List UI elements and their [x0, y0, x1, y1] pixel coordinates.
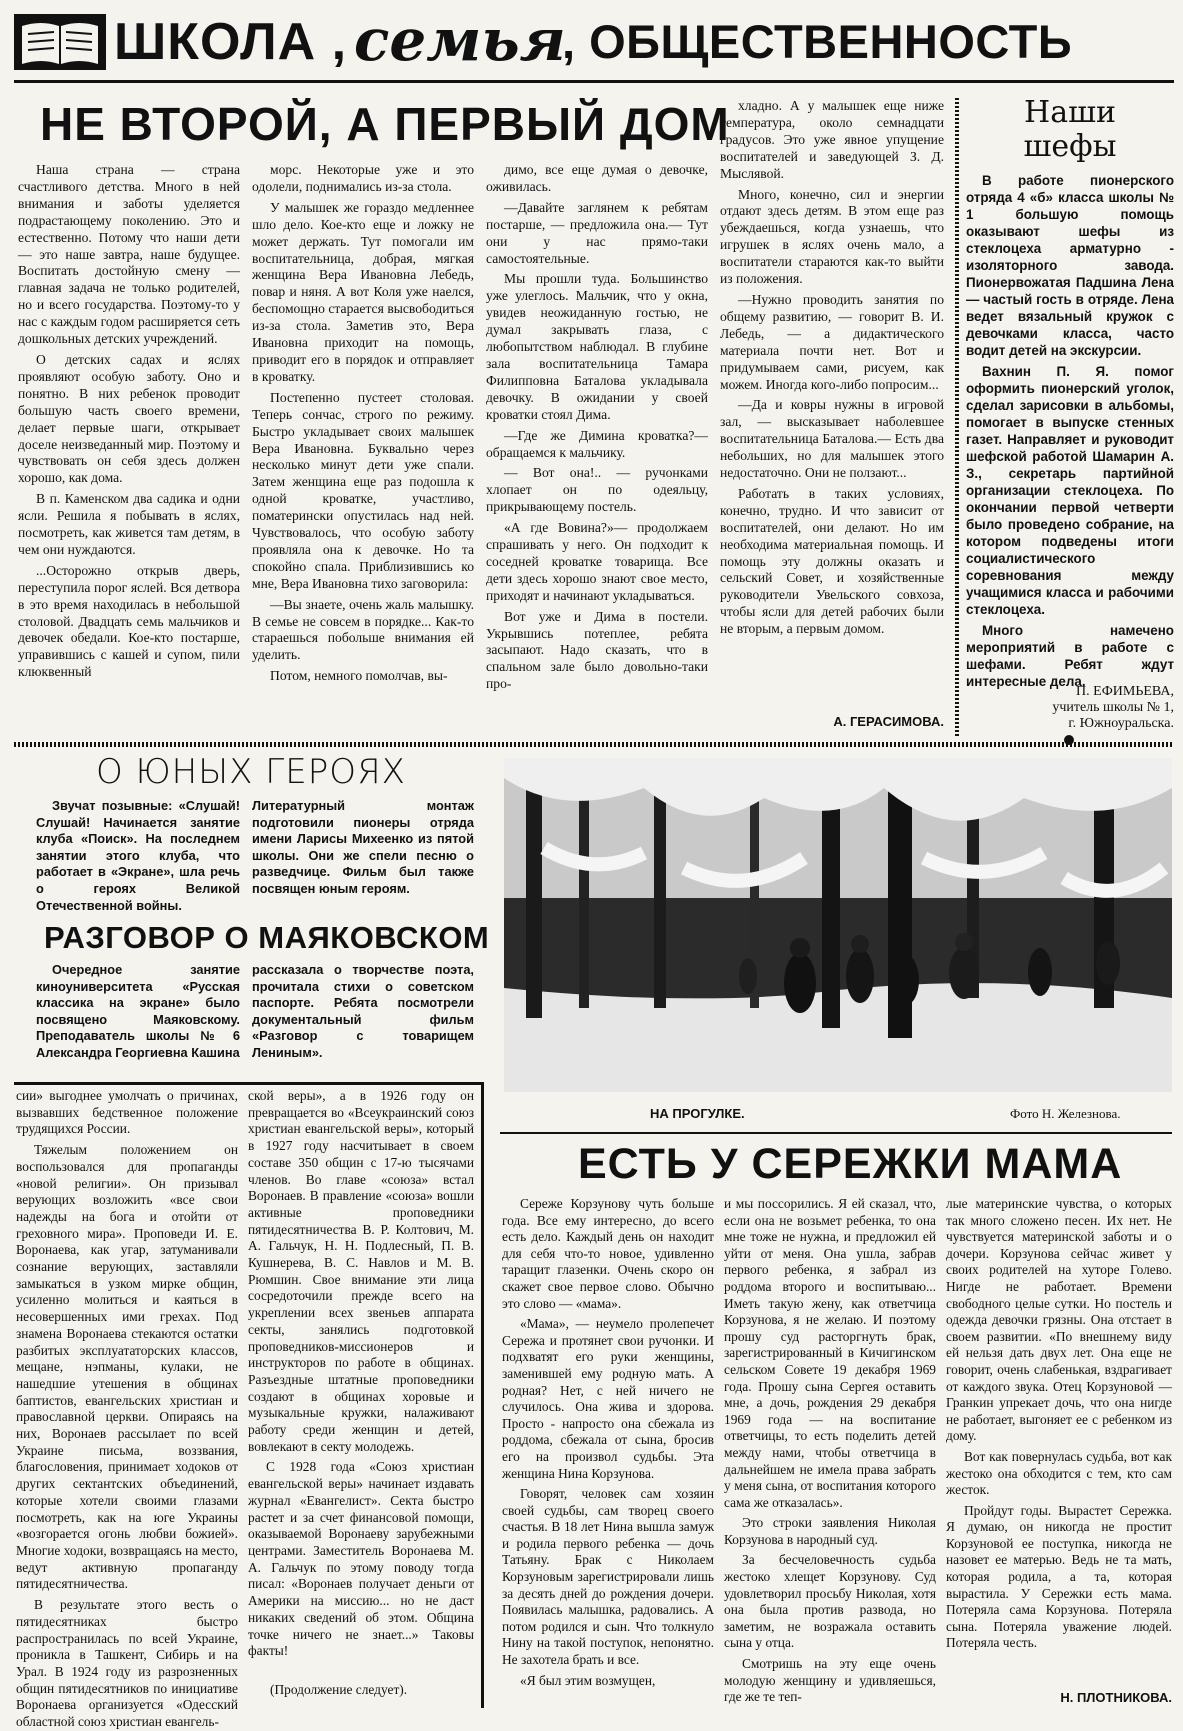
- patrons-signature-role: учитель школы № 1,: [1052, 700, 1174, 715]
- seryozha-col-2: [724, 1196, 936, 1708]
- paragraph: «А где Вовина?»— продолжаем спрашивать у него. Он подходит к соседней кроватке товарища. Все дети здесь хорошо знают свое место, приходят и начинают укладываться.: [486, 520, 708, 603]
- photo-credit: Фото Н. Железнова.: [1010, 1106, 1121, 1121]
- paragraph: В п. Каменском два садика и одни ясли. Решила я побывать в яслях, посмотреть, как живется там детям, в чем они нуждаются.: [18, 491, 240, 557]
- article-title: НЕ ВТОРОЙ, А ПЕРВЫЙ ДОМ: [40, 98, 730, 150]
- paragraph: Тяжелым положением он воспользовался для пропаганды «новой религии». Он призывал верующих возложить «все свои надежды на бога и отойти от греховного мира». Проповеди И. Е. Воронаева, как угар, затуманивали сознание верующих, заставляли замыкаться в узком мирке общин, усиленно молиться и каяться в несовершенных ими грехах. Под знамена Воронаева стекаются остатки разбитых эксплуататорских классов, мещане, нэпманы, кулаки, не нашедшие утешения в общинах баптистов, евангельских христиан и православной церкви. Опираясь на них, Воронаев рассылает по всей Украине письма, воззвания, благословения, принимает ходоков от других сектантских объединений, которые хотели своими глазами посмотреть, как на юге Украины «возгорается огонь любви божией». Многие ходоки, возвращаясь на место, ведут активную пропаганду пятидесятничества.: [16, 1142, 238, 1592]
- paragraph: Вот уже и Дима в постели. Укрывшись потеплее, ребята засыпают. Надо сказать, что в спальном зале было довольно-таки про-: [486, 608, 708, 692]
- patrons-signature-name: П. ЕФИМЬЕВА,: [1076, 684, 1174, 699]
- patrons-text: [966, 172, 1174, 689]
- paragraph: —Вы знаете, очень жаль малышку. В семье не совсем в порядке... Как-то стараешься побольше внимания ей уделить.: [252, 596, 474, 663]
- patrons-title-line-1: Наши: [1024, 95, 1116, 130]
- seryozha-col-3: [946, 1196, 1172, 1686]
- article-col-3: [486, 162, 708, 740]
- paragraph: За бесчеловечность судьба жестоко хлещет Корзунову. Суд удовлетворил просьбу Николая, хотя она была против развода, но заметим, не возражала оставить сына у отца.: [724, 1552, 936, 1651]
- paragraph: «Я был этим возмущен,: [520, 1672, 656, 1688]
- photo-walk: [504, 758, 1172, 1092]
- paragraph: Вахнин П. Я. помог оформить пионерский уголок, сделал зарисовки в альбомы, помогает в выпуске стенных газет. Направляет и руководит шефской работой Шамарин А. З., секретарь партийной организации стеклоцеха. По окончании первой четверти было проведено собрание, на котором подведены итоги социалистического соревнования между учащимися класса и рабочими стеклоцеха.: [966, 364, 1174, 617]
- young-heroes-col-1: [36, 798, 240, 918]
- paragraph: димо, все еще думая о девочке, оживилась.: [486, 162, 708, 194]
- seryozha-signature: Н. ПЛОТНИКОВА.: [1060, 1690, 1172, 1705]
- paragraph: морс. Некоторые уже и это одолели, поднимались из-за стола.: [252, 162, 474, 194]
- paragraph: Сереже Корзунову чуть больше года. Все ему интересно, до всего есть дело. Каждый день он находит для себя что-то новое, удивленно таращит глазенки. Очень скоро он скажет свое первое слово. Обычно это слово — «мама».: [502, 1196, 714, 1311]
- paragraph: —Давайте заглянем к ребятам постарше, — предложила она.— Тут они у нас прямо-таки самостоятельные.: [486, 199, 708, 266]
- young-heroes-title: О ЮНЫХ ГЕРОЯХ: [96, 752, 406, 792]
- paragraph: В результате этого весть о пятидесятниках быстро распространилась по всей Украине, проникла в Ташкент, Сибирь и на Урал. В 1924 году из разрозненных общин пятидесятников по инициативе Воронаева организуется «Одесский областной союз христиан евангель-: [16, 1597, 238, 1730]
- patrons-title-line-2: шефы: [1023, 129, 1117, 164]
- young-heroes-col-2: [252, 798, 474, 902]
- seryozha-title: ЕСТЬ У СЕРЕЖКИ МАМА: [578, 1140, 1123, 1188]
- religion-col-2: [248, 1088, 474, 1676]
- paragraph: Говорят, человек сам хозяин своей судьбы, сам творец своего счастья. В 18 лет Нина вышла замуж и родила первого ребенка — дочь Татьяну. Брак с Николаем Корзуновым зарегистрировали лишь за десять дней до рождения дочери. Появилась малышка, радовались. А потом родился и сын. Что толкнуло Нину на такой поступок, непонятно. Не захотела брать и все.: [502, 1486, 714, 1668]
- patrons-title: [966, 96, 1174, 164]
- masthead-school: ШКОЛА ,: [114, 13, 348, 71]
- paragraph: ской веры», а в 1926 году он превращается во «Всеукраинский союз христиан евангельской веры», который в 1927 году насчитывает в своем составе 350 общин с 17-ю тысячами членов. Во главе «союза» встал Воронаев. В правление «союза» вошли активные проповедники пятидесятничества В. Р. Колтович, М. А. Гальчук, Н. Н. Подлесный, П. В. Кушнерева, В. С. Навлов и М. В. Рюмшин. Свое внимание эти лица сосредоточили прежде всего на укреплении всех звеньев аппарата секты, занялись подготовкой проповедников-миссионеров и инструкторов по работе в общинах. Разъездные штатные проповедники создают в общинах хоровые и музыкальные кружки, налаживают работу среди женщин и детей, вовлекают в секту молодежь.: [248, 1088, 474, 1454]
- mayakovsky-col-2: [252, 962, 474, 1066]
- paragraph: О детских садах и яслях проявляют особую заботу. Оно и понятно. В них ребенок проводит большую часть своего времени, делает первые шаги, открывает доселе неизведанный мир. Поэтому и чувствовать он себя здесь должен хорошо, как дома.: [18, 351, 240, 486]
- paragraph: Литературный монтаж подготовили пионеры отряда имени Ларисы Михеенко из пятой школы. Они же спели песню о разведчице. Фильм был также посвящен юным героям.: [252, 798, 474, 896]
- paragraph: Очередное занятие киноуниверситета «Русская классика на экране» было посвящено Маяковскому. Преподаватель школы № 6 Александра Георгиевна Кашина: [36, 962, 240, 1060]
- paragraph: У малышек же гораздо медленнее шло дело. Кое-кто еще и ложку не может держать. Тут помогали им воспитательница, добрая, мягкая женщина Вера Ивановна Лебедь, повар и няня. А вот Коля уже наелся, беспомощно старается высвободиться из-за стола. Заметив это, Вера Ивановна приходит на помощь, приводит его в порядок и отправляет в кроватку.: [252, 199, 474, 384]
- paragraph: ...Осторожно открыв дверь, переступила порог яслей. Вся детвора в это время находилась в небольшой столовой. Двадцать семь мальчиков и девочек обедали. Кое-кто постарше, управившись с кашей и супом, пили клюквенный: [18, 562, 240, 680]
- article-col-4: [720, 98, 944, 708]
- paragraph: Смотришь на эту еще очень молодую женщину и удивляешься, где же те теп-: [724, 1656, 936, 1705]
- mayakovsky-col-1: [36, 962, 240, 1066]
- paragraph: Много, конечно, сил и энергии отдают здесь детям. В этом еще раз убеждаешься, когда узнаешь, что игрушек в яслях очень мало, а воспитатели стараются как-то выйти из положения.: [720, 186, 944, 287]
- section-rule: [14, 742, 1174, 747]
- paragraph: рассказала о творчестве поэта, прочитала стихи о советском паспорте. Ребята посмотрели документальный фильм «Разговор с товарищем Лениным».: [252, 962, 474, 1060]
- paragraph: Мы прошли туда. Большинство уже улеглось. Мальчик, что у окна, увидев неожиданную гостью, не думал закрывать глаза, с любопытством наблюдал. В глубине зала воспитательница Тамара Филипповна Баталова укладывала девочку. В ожидании у своей кроватки стоял Дима.: [486, 271, 708, 422]
- paragraph: сии» выгоднее умолчать о причинах, вызвавших бедственное положение трудящихся России.: [16, 1088, 238, 1137]
- paragraph: Потом, немного помолчав, вы-: [270, 668, 448, 684]
- masthead-public: , ОБЩЕСТВЕННОСТЬ: [562, 15, 1073, 68]
- paragraph: Звучат позывные: «Слушай! Слушай! Начинается занятие клуба «Поиск». На последнем занятии этого клуба, что работает в «Экране», шла речь о героях Великой Отечественной войны.: [36, 798, 240, 913]
- paragraph: — Вот она!.. — ручонками хлопает он по одеяльцу, прикрывающему постель.: [486, 465, 708, 515]
- seryozha-col-1: [502, 1196, 714, 1708]
- snow-forest-image: [504, 758, 1172, 1092]
- religion-col-1: [16, 1088, 238, 1730]
- paragraph: Много намечено мероприятий в работе с шефами. Ребят ждут интересные дела.: [966, 623, 1174, 689]
- paragraph: С 1928 года «Союз христиан евангельской веры» начинает издавать журнал «Евангелист». Секта быстро растет и за счет финансовой помощи, оказываемой Воронаеву зарубежными центрами. Заместитель Воронаева М. А. Гальчук по этому поводу тогда писал: «Воронаев получает деньги от Америки на миссию... но не даст никаких сведений об этом. Община точке ничего не знает...» Таковы факты!: [248, 1459, 474, 1659]
- paragraph: —Где же Димина кроватка?— обращаемся к мальчику.: [486, 427, 708, 460]
- paragraph: Работать в таких условиях, конечно, трудно. И что зависит от воспитателей, они делают. Но им необходима материальная помощь. И помощь эту должны оказать и сельский Совет, и хозяйственные руководители Увельского совхоза, чтобы ясли для детей рабочих были не вторым, а первым домом.: [720, 485, 944, 637]
- paragraph: Это строки заявления Николая Корзунова в народный суд.: [724, 1515, 936, 1547]
- paragraph: В работе пионерского отряда 4 «б» класса школы № 1 большую помощь оказывают шефы из стеклоцеха арматурно - изоляторного завода. Пионервожатая Падшина Лена — частый гость в отряде. Лена ведет вязальный кружок с девочками класса, часто водит детей на экскурсии.: [966, 173, 1174, 358]
- paragraph: Вот как повернулась судьба, вот как жестоко она обходится с тем, кто сам жесток.: [946, 1448, 1172, 1498]
- paragraph: «Мама», — неумело пролепечет Сережа и протянет свои ручонки. И подхватят его руки женщины, заменившей ему родную мать. А родная? Нет, с ней ничего не случилось. Она жива и здорова. Просто - напросто она сбежала из роддома, сбежала от сына, бросив его на произвол судьбы. Эта женщина Нина Корзунова.: [502, 1316, 714, 1481]
- masthead-family: семья: [354, 6, 566, 74]
- religion-box-top-rule: [14, 1082, 484, 1085]
- column-divider: [955, 98, 959, 738]
- paragraph: хладно. А у малышек еще ниже температура, около семнадцати градусов. Это уже явное упущение воспитателей и заведующей З. Д. Мыслявой.: [720, 98, 944, 181]
- paragraph: лые материнские чувства, о которых так много сложено песен. Их нет. Не чувствуется материнской заботы и о дочери. Корзунова сейчас живет у своих родителей на хуторе Голево. Нигде не работает. Времени свободного целые сутки. Но постель и одежда девочки грязны. Она отстает в своем развитии. «По внешнему виду ей нельзя дать двух лет. Она еще не говорит, очень слабенькая, вздрагивает от каждого звука. Отец Корзуновой — Гранкин упрекает дочь, что она нигде не работает, выгоняет ее с ребенком из дому.: [946, 1196, 1172, 1444]
- paragraph: —Да и ковры нужны в игровой зал, — высказывает наболевшее воспитательница Баталова.— Есть два небольших, но для малышек этого недостаточно. Они не ползают...: [720, 397, 944, 481]
- patrons-signature: [966, 684, 1174, 732]
- seryozha-top-rule: [500, 1132, 1172, 1134]
- book-icon: [14, 14, 106, 70]
- article-signature: А. ГЕРАСИМОВА.: [833, 714, 944, 729]
- photo-caption: НА ПРОГУЛКЕ.: [650, 1106, 745, 1121]
- article-col-1: [18, 162, 240, 740]
- masthead-rule: [14, 80, 1174, 83]
- religion-continued: (Продолжение следует).: [270, 1682, 408, 1697]
- paragraph: —Нужно проводить занятия по общему развитию, — говорит В. И. Лебедь, — а дидактического материала почти нет. Вот и придумываем сами, рисуем, как можем. Иногда кого-либо попросим...: [720, 291, 944, 392]
- paragraph: Постепенно пустеет столовая. Теперь сончас, строго по режиму. Быстро укладывает своих малышек Вера Ивановна. Буквально через несколько минут дети уже спали. Затем женщина еще раз подошла к одной кроватке, участливо, поматерински опустилась над ней. Чувствовалось, что особую заботу проявляла она к девочке. Но та спокойно спала. Приблизившись ко мне, Вера Ивановна тихо заговорила:: [252, 389, 474, 591]
- paragraph: Наша страна — страна счастливого детства. Много в ней внимания и заботы уделяется подрастающему поколению. Это и естественно. Потому что наши дети — это наше завтра, наше будущее. Воспитать достойную смену — главная задача не только родителей, но и всего государства. Поэтому-то у нас с каждым годом расширяется сеть дошкольных детских учреждений.: [18, 162, 240, 347]
- paragraph: и мы поссорились. Я ей сказал, что, если она не возьмет ребенка, то она мне тоже не нужна, и предложил ей уйти от меня. Она ушла, забрав первого ребенка, я забрал из роддома второго и воспитываю... Иметь такую жену, как ответчица Корзунова, я не желаю. И поэтому прошу суд расторгнуть брак, зарегистрированный в Кичигинском сельском Совете 19 декабря 1969 года. Прошу сына Сергея оставить мне, а дочь, рождения 29 декабря 1969 года — на воспитание ответчицы, то есть поделить детей между нами, чтобы ответчица в дальнейшем не имела права забрать у меня сына, от воспитания которого сама же отказалась».: [724, 1196, 936, 1510]
- patrons-signature-city: г. Южноуральска.: [1068, 716, 1174, 731]
- masthead: [14, 6, 1174, 74]
- religion-box-right-rule: [481, 1082, 484, 1708]
- article-col-2: [252, 162, 474, 740]
- paragraph: Пройдут годы. Вырастет Сережка. Я думаю, он никогда не простит Корзуновой ее поступка, никогда не назовет ее матерью. Ведь не та мать, которая родила, а та, которая вырастила. У Сережки есть мама. Потеряла сама Корзунова. Потеряла сына. Потеряла уважение людей. Потеряла честь.: [946, 1502, 1172, 1651]
- mayakovsky-title: РАЗГОВОР О МАЯКОВСКОМ: [44, 920, 490, 955]
